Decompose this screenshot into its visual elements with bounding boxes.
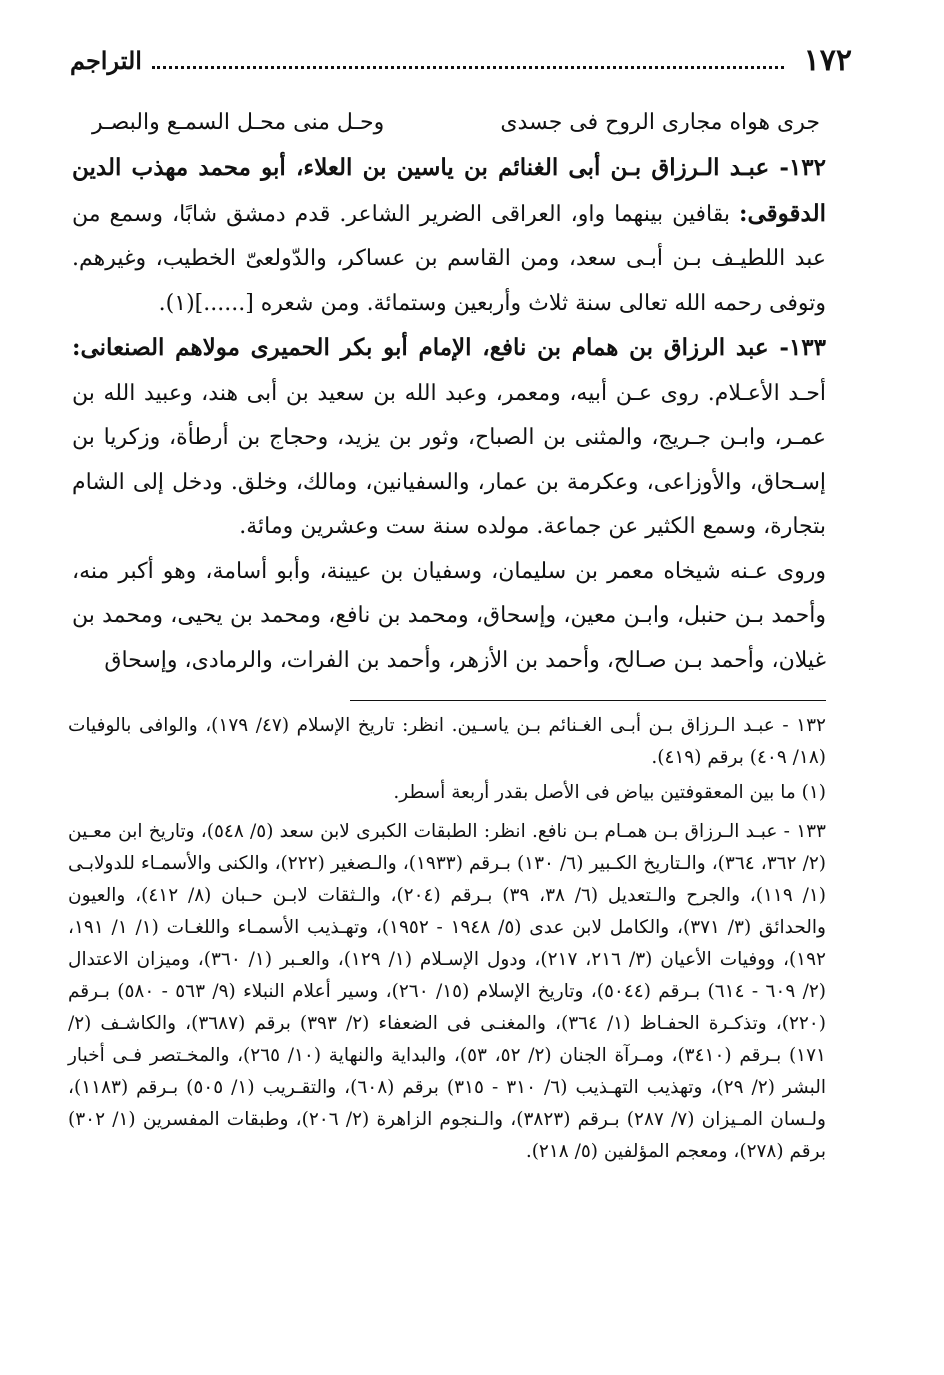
entry-body: أحـد الأعـلام. روى عـن أبيه، ومعمر، وعبد الله بن سعيد بن أبى هند، وعبيد الله بن عمـر، وابـن جـريج، والمثنى بن الصباح، وثور بن يزيد، وحجاج بن أرطأة، وزكريا بن إسـحاق، والأوزاعى، وعكرمة بن عمار، والسفيانين، ومالك، وخلق. ودخل إلى الشام بتجارة، وسمع الكثير عن جماعة. مولده سنة ست وعشرين ومائة. — [72, 380, 827, 539]
footnote-separator — [350, 700, 826, 701]
section-title: التراجم — [70, 45, 142, 75]
running-header — [70, 38, 852, 82]
entry-heading: ١٣٢- عبـد الـرزاق بـن أبى الغنائم بن ياسين بن العلاء، أبو محمد مهذب الدين الدقوقى: — [72, 154, 826, 227]
entry-body: بقافين بينهما واو، العراقى الضرير الشاعر. قدم دمشق شابًا، وسمع من عبد اللطيـف بـن أبـى سعد، ومن القاسم بن عساكر، والدّولعىّ الخطيب، وغيرهم. وتوفى رحمه الله تعالى سنة ثلاث وأربعين وستمائة. ومن شعره [......](١). — [72, 201, 826, 316]
footnote-133: ١٣٣ - عبـد الـرزاق بـن همـام بـن نافع. انظر: الطبقات الكبرى لابن سعد (٥/ ٥٤٨)، وتاريخ ابن معـين (٢/ ٣٦٢، ٣٦٤)، والـتاريخ الكـبير (٦/ ١٣٠) بـرقم (١٩٣٣)، والـصغير (٢٢٢)، والكنى والأسمـاء للدولابـى (١/ ١١٩)، والجرح والـتعديل (٦/ ٣٨، ٣٩) بـرقم (٢٠٤)، والـثقات لابـن حـبان (٨/ ٤١٢)، والعيون والحدائق (٣/ ٣٧١)، والكامل لابن عدى (٥/ ١٩٤٨ - ١٩٥٢)، وتهـذيب الأسمـاء واللغـات (١/ ١/ ١٩١، ١٩٢)، ووفيات الأعيان (٣/ ٢١٦، ٢١٧)، ودول الإسـلام (١/ ١٢٩)، والعـبر (١/ ٣٦٠)، وميزان الاعتدال (٢/ ٦٠٩ - ٦١٤) بـرقم (٥٠٤٤)، وتاريخ الإسلام (١٥/ ٢٦٠)، وسير أعلام النبلاء (٩/ ٥٦٣ - ٥٨٠) بـرقم (٢٢٠)، وتذكـرة الحفـاظ (١/ ٣٦٤)، والمغنـى فى الضعفاء (٢/ ٣٩٣) برقم (٣٦٨٧)، والكاشـف (٢/ ١٧١) بـرقم (٣٤١٠)، ومـرآة الجنان (٢/ ٥٢، ٥٣)، والبداية والنهاية (١٠/ ٢٦٥)، والمخـتصر فـى أخبار البشر (٢/ ٢٩)، وتهذيب التهـذيب (٦/ ٣١٠ - ٣١٥) برقم (٦٠٨)، والتقـريب (١/ ٥٠٥) بـرقم (١١٨٣)، ولـسان المـيزان (٧/ ٢٨٧) بـرقم (٣٨٢٣)، والـنجوم الزاهرة (٢/ ٢٠٦)، وطبقات المفسرين (١/ ٣٠٢) برقم (٢٧٨)، ومعجم المؤلفين (٥/ ٢١٨). — [68, 821, 827, 1162]
footnote-132: ١٣٢ - عبـد الـرزاق بـن أبـى الغـنائم بـن ياسـين. انظر: تاريخ الإسلام (٤٧/ ١٧٩)، والوافى بالوفيات (١٨/ ٤٠٩) برقم (٤١٩). — [68, 715, 826, 768]
footnotes — [68, 710, 826, 1172]
biography-entry-133 — [72, 326, 826, 550]
verse-second-hemistich: وحـل منى محـل السمـع والبصـر — [92, 110, 385, 135]
main-text — [72, 100, 826, 683]
biography-entry-133-continued — [72, 550, 826, 684]
header-dotted-leader — [152, 66, 784, 69]
footnote-1: (١) ما بين المعقوفتين بياض فى الأصل بقدر أربعة أسطر. — [393, 782, 826, 803]
entry-body: وروى عـنه شيخاه معمر بن سليمان، وسفيان بن عيينة، وأبو أسامة، وهو أكبر منه، وأحمد بـن حنبل، وابـن معين، وإسحاق، ومحمد بن نافع، ومحمد بن يحيى، ومحمد بن غيلان، وأحمد بـن صـالح، وأحمد بن الأزهر، وأحمد بن الفرات، والرمادى، وإسحاق — [72, 558, 826, 673]
page-number: ١٧٢ — [803, 42, 852, 78]
poetry-verse — [72, 100, 826, 146]
verse-first-hemistich: جرى هواه مجارى الروح فى جسدى — [500, 110, 820, 135]
entry-heading: ١٣٣- عبد الرزاق بن همام بن نافع، الإمام أبو بكر الحميرى مولاهم الصنعانى: — [72, 334, 826, 361]
biography-entry-132 — [72, 146, 826, 326]
